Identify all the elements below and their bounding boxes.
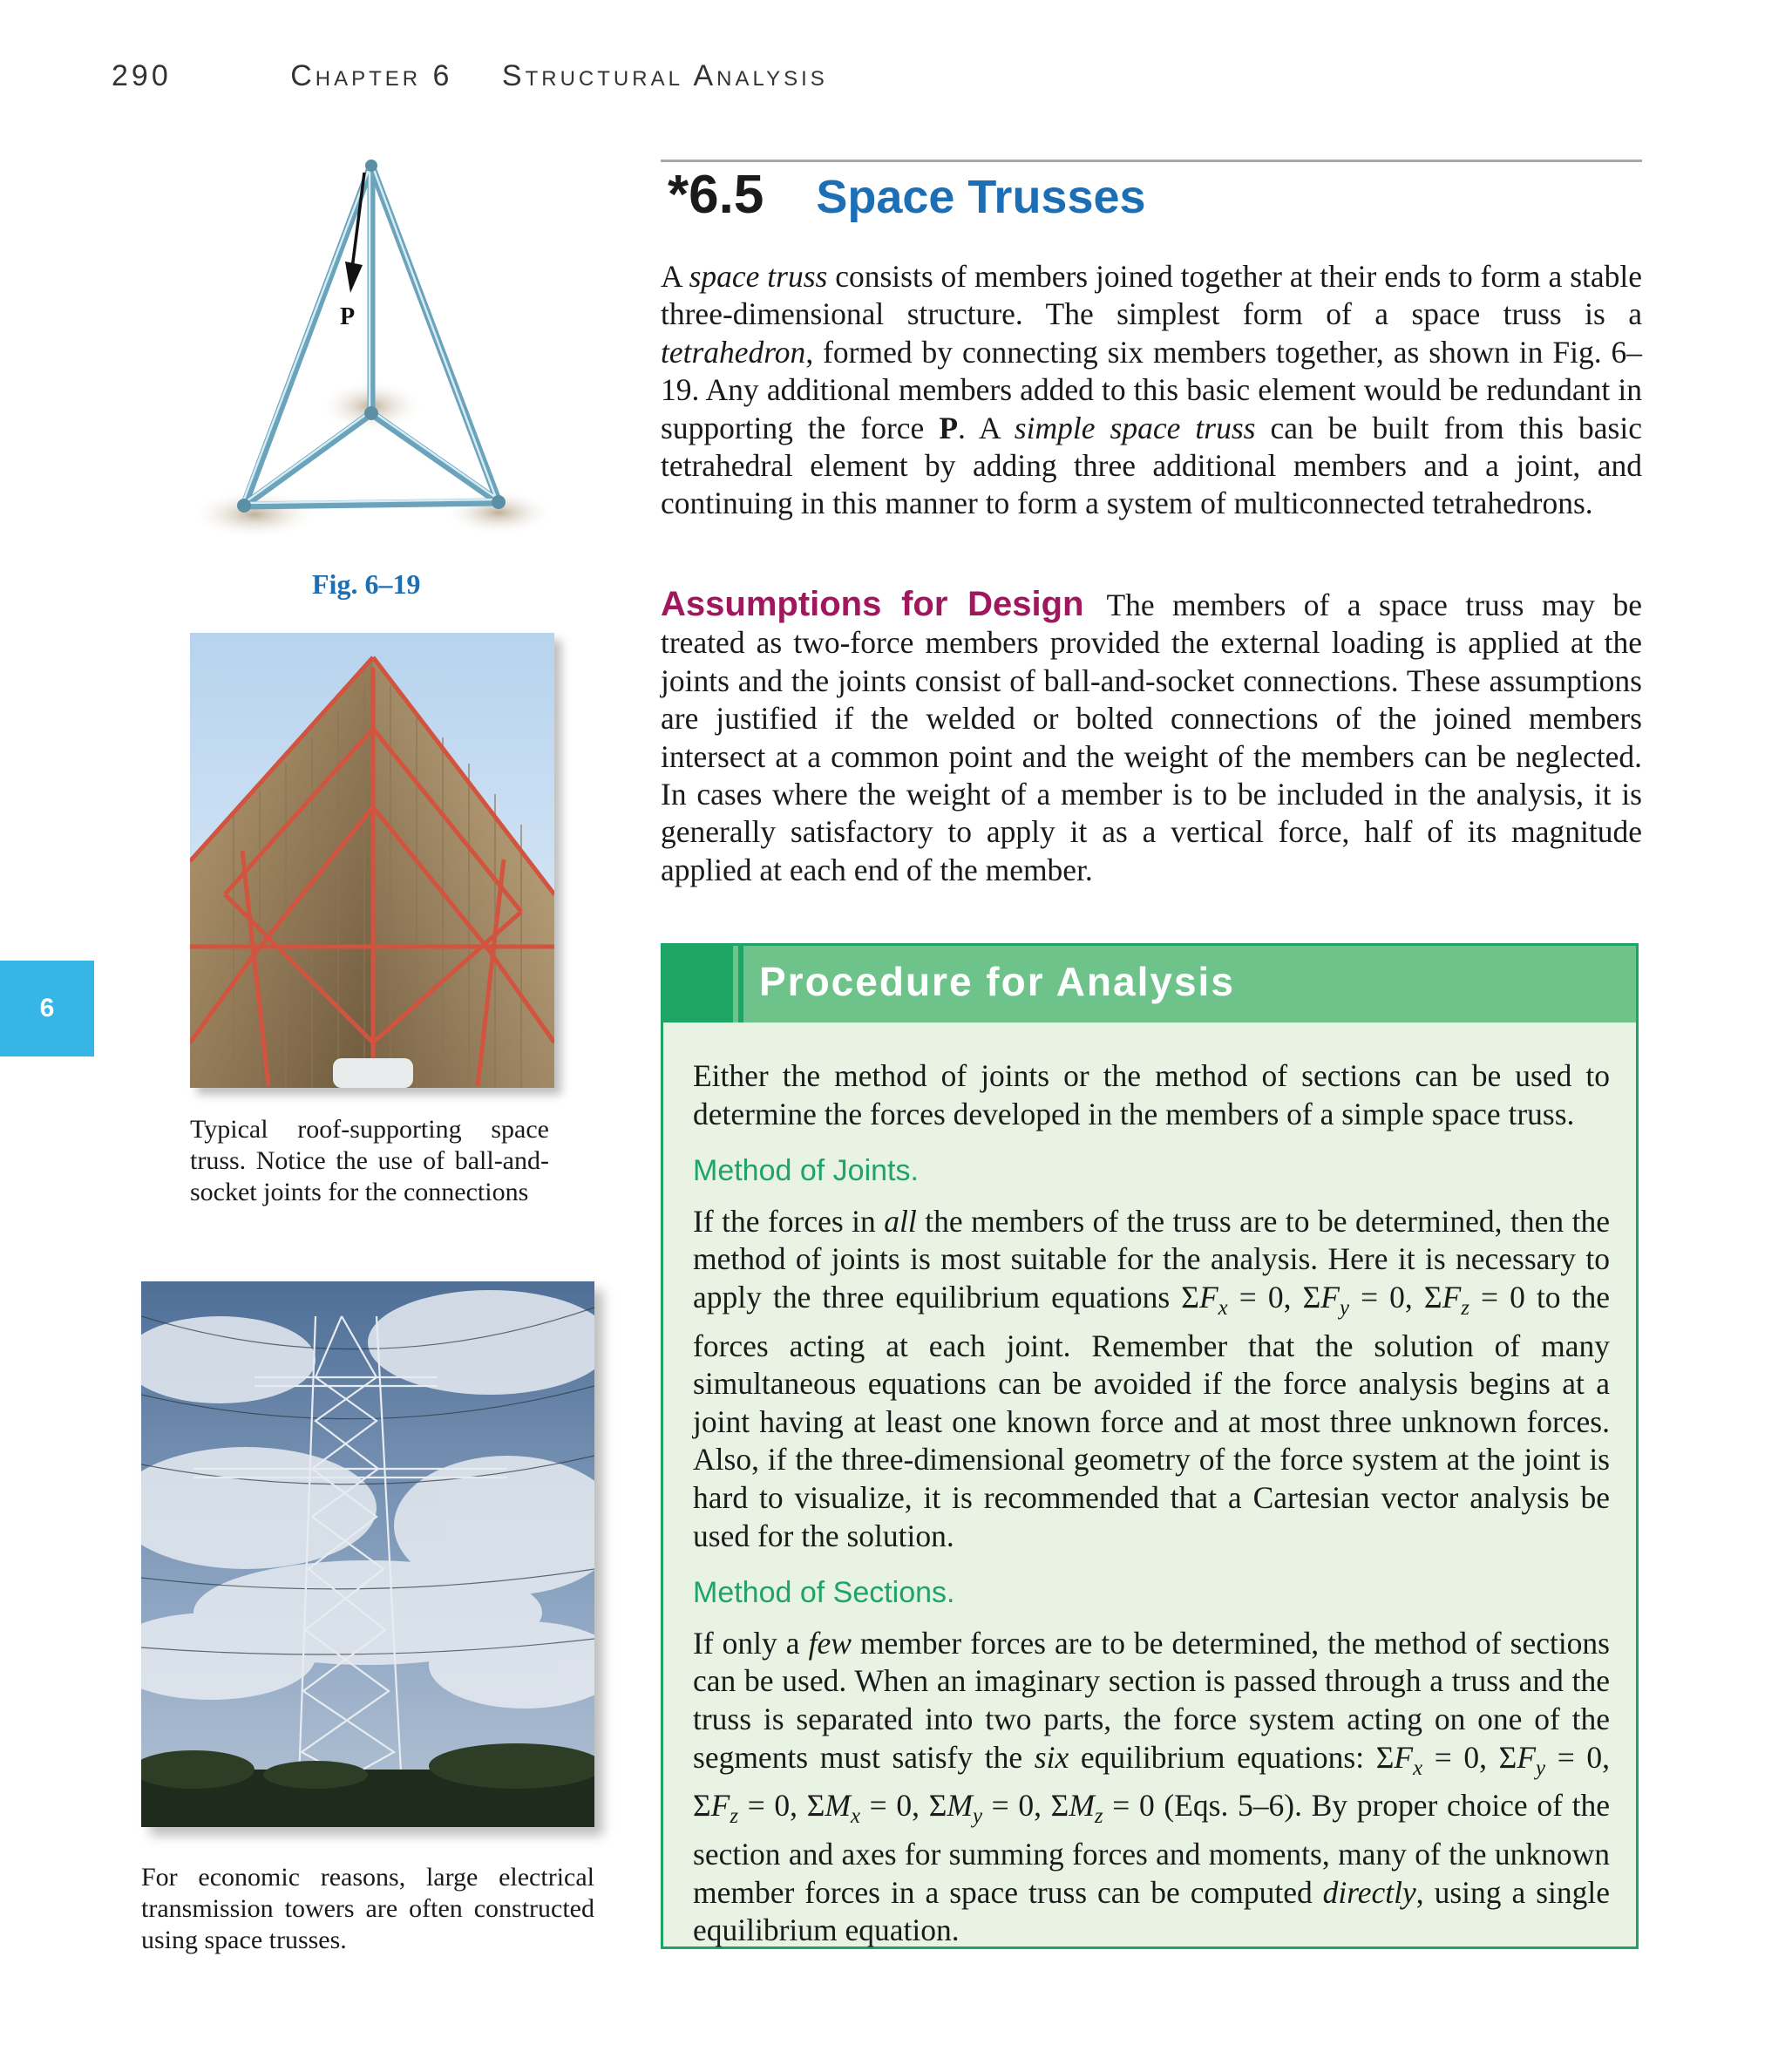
section-rule xyxy=(661,160,1642,162)
roof-space-truss-photo xyxy=(190,633,554,1088)
section-number: *6.5 xyxy=(668,165,764,225)
figure-caption: Fig. 6–19 xyxy=(312,568,421,600)
roof-photo-caption: Typical roof-supporting space truss. Notice the use of ball-and-socket joints for the connections xyxy=(190,1115,549,1206)
chapter-label: Chapter 6 xyxy=(290,59,453,92)
tower-photo-caption: For economic reasons, large electrical transmission towers are often constructed using space trusses. xyxy=(141,1863,594,1954)
method-of-sections-heading: Method of Sections. xyxy=(693,1576,955,1610)
procedure-box xyxy=(661,943,1639,1949)
method-of-joints-text: If the forces in all the members of the truss are to be determined, then the method of joints is most suitable for the analysis. Here it is necessary to apply the three equilibrium equations $\Sigma F_x = 0$, $\Sigma F_y = 0$, $\Sigma F_z = 0$ to the forces acting at each joint. Remember that the solution of many simultaneous equations can be avoided if the force analysis begins at a joint having at least one known force and at most three unknown forces. Also, if the three-dimensional geometry of the force system at the joint is hard to visualize, it is recommended that a Cartesian vector analysis be used for the solution. xyxy=(693,1203,1611,1553)
section-title: Space Trusses xyxy=(816,171,1146,223)
tetrahedron-truss-figure xyxy=(174,153,558,554)
method-of-joints-heading: Method of Joints. xyxy=(693,1154,919,1188)
chapter-tab: 6 xyxy=(0,961,94,1056)
assumptions-paragraph xyxy=(661,586,1642,889)
intro-paragraph xyxy=(661,258,1642,523)
transmission-tower-photo xyxy=(141,1281,594,1827)
assumptions-heading: Assumptions for Design xyxy=(661,585,1084,623)
method-of-sections-text: If only a few member forces are to be determined, the method of sections can be used. When an imaginary section is passed through a truss and the truss is separated into two parts, the force system acting on one of the segments must satisfy the six equilibrium equations: $\Sigma F_x = 0$, $\Sigma F_y = 0$, $\Sigma F_z = 0$, $\Sigma M_x = 0$, $\Sigma M_y = 0$, $\Sigma M_z = 0$ (Eqs. 5–6). By proper choice of the section and axes for summing forces and moments, many of the unknown member forces in a space truss can be computed directly, using a single equilibrium equation. xyxy=(693,1625,1611,1948)
chapter-title: Structural Analysis xyxy=(501,59,828,92)
page-number: 290 xyxy=(112,59,172,92)
assumptions-text: The members of a space truss may be treated as two-force members provided the external loading is applied at the joints and the joints consist of ball-and-socket connections. These assumptions are justified if the welded or bolted connections of the joined members intersect at a common point and the weight of the members can be neglected. In cases where the weight of a member is to be included in the analysis, it is generally satisfactory to apply it as a vertical force, half of its magnitude applied at each end of the member. xyxy=(661,588,1642,887)
procedure-intro: Either the method of joints or the method of sections can be used to determine the forces developed in the members of a simple space truss. xyxy=(693,1058,1610,1131)
section-heading xyxy=(668,164,1146,234)
load-label: P xyxy=(340,303,356,330)
intro-text: A space truss consists of members joined together at their ends to form a stable three-dimensional structure. The simplest form of a space truss is a tetrahedron, formed by connecting six members together, as shown in Fig. 6–19. Any additional members added to this basic element would be redundant in supporting the force P. A simple space truss can be built from this basic tetrahedral element by adding three additional members and a joint, and continuing in this manner to form a system of multiconnected tetrahedrons. xyxy=(661,259,1642,521)
procedure-title: Procedure for Analysis xyxy=(759,959,1235,1004)
running-header xyxy=(112,59,828,93)
procedure-content xyxy=(693,1057,1610,1950)
procedure-title-bar xyxy=(663,946,1636,1022)
